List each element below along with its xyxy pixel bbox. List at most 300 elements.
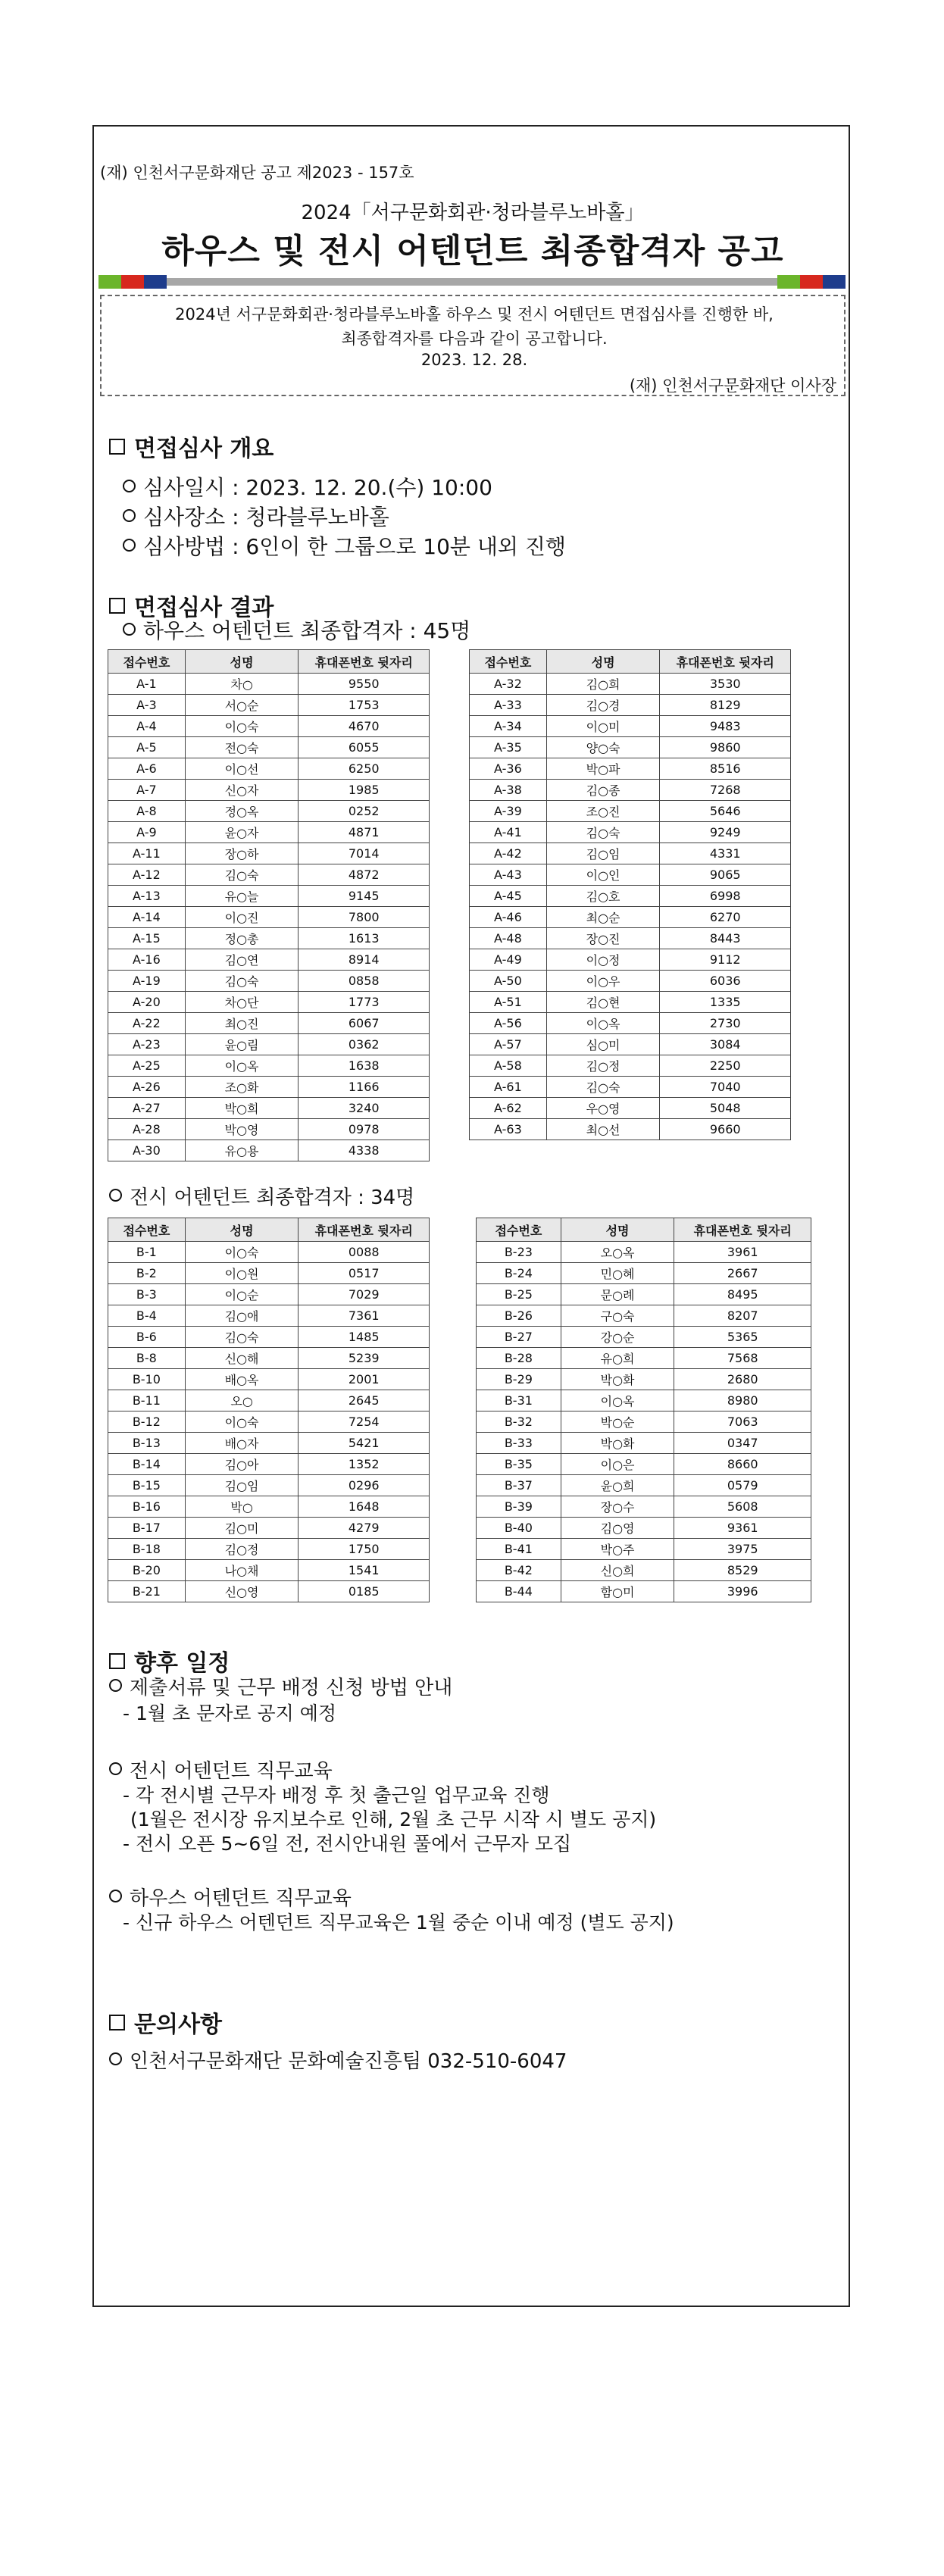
table-row bbox=[477, 1390, 811, 1411]
receipt-number-cell: B-10 bbox=[108, 1369, 186, 1390]
column-header: 휴대폰번호 뒷자리 bbox=[299, 1218, 430, 1242]
table-row bbox=[477, 1411, 811, 1433]
name-cell: 김○임 bbox=[546, 843, 660, 864]
table-row bbox=[477, 1560, 811, 1581]
table-row bbox=[108, 1454, 430, 1475]
table-row bbox=[108, 1077, 430, 1098]
table-row bbox=[470, 907, 791, 928]
table-row bbox=[470, 1098, 791, 1119]
phone-suffix-cell: 8443 bbox=[660, 928, 791, 949]
name-cell: 문○례 bbox=[561, 1284, 674, 1305]
name-cell: 신○영 bbox=[185, 1581, 299, 1602]
circle-bullet-icon bbox=[123, 509, 136, 522]
column-header: 접수번호 bbox=[108, 650, 186, 674]
phone-suffix-cell: 6250 bbox=[299, 758, 430, 780]
phone-suffix-cell: 1638 bbox=[299, 1055, 430, 1077]
name-cell: 나○채 bbox=[185, 1560, 299, 1581]
name-cell: 우○영 bbox=[546, 1098, 660, 1119]
exhibit-results-title: 전시 어텐던트 최종합격자 : 34명 bbox=[109, 1182, 414, 1210]
receipt-number-cell: B-35 bbox=[477, 1454, 561, 1475]
intro-box bbox=[100, 295, 846, 396]
name-cell: 신○해 bbox=[185, 1348, 299, 1369]
divider-gray-line bbox=[98, 278, 846, 286]
name-cell: 이○진 bbox=[185, 907, 299, 928]
phone-suffix-cell: 9660 bbox=[660, 1119, 791, 1140]
phone-suffix-cell: 2645 bbox=[299, 1390, 430, 1411]
name-cell: 이○옥 bbox=[546, 1013, 660, 1034]
square-bullet-icon bbox=[109, 2015, 125, 2030]
receipt-number-cell: B-37 bbox=[477, 1475, 561, 1496]
intro-date: 2023. 12. 28. bbox=[420, 351, 528, 369]
notice-subtitle: 2024「서구문화회관·청라블루노바홀」 bbox=[301, 202, 645, 224]
receipt-number-cell: A-63 bbox=[470, 1119, 547, 1140]
phone-suffix-cell: 7040 bbox=[660, 1077, 791, 1098]
name-cell: 김○연 bbox=[185, 949, 299, 971]
name-cell: 차○단 bbox=[185, 992, 299, 1013]
receipt-number-cell: A-13 bbox=[108, 886, 186, 907]
column-header: 접수번호 bbox=[477, 1218, 561, 1242]
name-cell: 유○늘 bbox=[185, 886, 299, 907]
name-cell: 이○우 bbox=[546, 971, 660, 992]
receipt-number-cell: A-7 bbox=[108, 780, 186, 801]
phone-suffix-cell: 8495 bbox=[674, 1284, 811, 1305]
overview-item: 심사일시 : 2023. 12. 20.(수) 10:00 bbox=[123, 471, 492, 502]
receipt-number-cell: A-58 bbox=[470, 1055, 547, 1077]
name-cell: 김○현 bbox=[546, 992, 660, 1013]
table-row bbox=[108, 674, 430, 695]
receipt-number-cell: B-2 bbox=[108, 1263, 186, 1284]
receipt-number-cell: A-62 bbox=[470, 1098, 547, 1119]
table-row bbox=[108, 971, 430, 992]
phone-suffix-cell: 2667 bbox=[674, 1263, 811, 1284]
table-row bbox=[108, 801, 430, 822]
phone-suffix-cell: 4279 bbox=[299, 1518, 430, 1539]
receipt-number-cell: B-28 bbox=[477, 1348, 561, 1369]
name-cell: 함○미 bbox=[561, 1581, 674, 1602]
receipt-number-cell: B-33 bbox=[477, 1433, 561, 1454]
phone-suffix-cell: 6067 bbox=[299, 1013, 430, 1034]
receipt-number-cell: A-33 bbox=[470, 695, 547, 716]
receipt-number-cell: B-42 bbox=[477, 1560, 561, 1581]
name-cell: 김○아 bbox=[185, 1454, 299, 1475]
table-row bbox=[108, 1284, 430, 1305]
circle-bullet-icon bbox=[123, 623, 136, 636]
name-cell: 오○옥 bbox=[561, 1242, 674, 1263]
page-title: 하우스 및 전시 어텐던트 최종합격자 공고 bbox=[161, 232, 784, 270]
name-cell: 김○미 bbox=[185, 1518, 299, 1539]
table-row bbox=[108, 1581, 430, 1602]
table-row bbox=[108, 1263, 430, 1284]
receipt-number-cell: A-3 bbox=[108, 695, 186, 716]
phone-suffix-cell: 9112 bbox=[660, 949, 791, 971]
table-row bbox=[470, 1119, 791, 1140]
column-header: 접수번호 bbox=[470, 650, 547, 674]
receipt-number-cell: A-22 bbox=[108, 1013, 186, 1034]
table-row bbox=[108, 822, 430, 843]
name-cell: 최○선 bbox=[546, 1119, 660, 1140]
receipt-number-cell: B-39 bbox=[477, 1496, 561, 1518]
table-row bbox=[477, 1369, 811, 1390]
phone-suffix-cell: 2680 bbox=[674, 1369, 811, 1390]
table-row bbox=[108, 1242, 430, 1263]
receipt-number-cell: A-46 bbox=[470, 907, 547, 928]
table-row bbox=[108, 1034, 430, 1055]
intro-signer: (재) 인천서구문화재단 이사장 bbox=[629, 377, 836, 395]
table-row bbox=[477, 1454, 811, 1475]
receipt-number-cell: A-56 bbox=[470, 1013, 547, 1034]
name-cell: 차○ bbox=[185, 674, 299, 695]
phone-suffix-cell: 5048 bbox=[660, 1098, 791, 1119]
overview-item: 심사장소 : 청라블루노바홀 bbox=[123, 501, 389, 531]
phone-suffix-cell: 9065 bbox=[660, 864, 791, 886]
receipt-number-cell: A-12 bbox=[108, 864, 186, 886]
receipt-number-cell: B-13 bbox=[108, 1433, 186, 1454]
schedule-item: 전시 어텐던트 직무교육 bbox=[109, 1755, 333, 1784]
receipt-number-cell: B-16 bbox=[108, 1496, 186, 1518]
name-cell: 이○선 bbox=[185, 758, 299, 780]
phone-suffix-cell: 0252 bbox=[299, 801, 430, 822]
name-cell: 박○파 bbox=[546, 758, 660, 780]
receipt-number-cell: B-15 bbox=[108, 1475, 186, 1496]
table-row bbox=[470, 674, 791, 695]
table-row bbox=[108, 843, 430, 864]
receipt-number-cell: A-6 bbox=[108, 758, 186, 780]
phone-suffix-cell: 3240 bbox=[299, 1098, 430, 1119]
table-row bbox=[470, 822, 791, 843]
phone-suffix-cell: 4670 bbox=[299, 716, 430, 737]
name-cell: 이○숙 bbox=[185, 1411, 299, 1433]
contact-item: 인천서구문화재단 문화예술진흥팀 032-510-6047 bbox=[109, 2046, 567, 2074]
name-cell: 구○숙 bbox=[561, 1305, 674, 1327]
table-row bbox=[108, 1305, 430, 1327]
table-row bbox=[108, 1369, 430, 1390]
column-header: 성명 bbox=[561, 1218, 674, 1242]
name-cell: 김○숙 bbox=[185, 1327, 299, 1348]
schedule-item: 제출서류 및 근무 배정 신청 방법 안내 bbox=[109, 1672, 452, 1700]
name-cell: 김○정 bbox=[546, 1055, 660, 1077]
table-row bbox=[470, 971, 791, 992]
schedule-detail: (1월은 전시장 유지보수로 인해, 2월 초 근무 시작 시 별도 공지) bbox=[130, 1809, 657, 1830]
phone-suffix-cell: 0185 bbox=[299, 1581, 430, 1602]
table-row bbox=[108, 1411, 430, 1433]
name-cell: 조○진 bbox=[546, 801, 660, 822]
receipt-number-cell: B-41 bbox=[477, 1539, 561, 1560]
name-cell: 장○진 bbox=[546, 928, 660, 949]
name-cell: 이○옥 bbox=[185, 1055, 299, 1077]
phone-suffix-cell: 1485 bbox=[299, 1327, 430, 1348]
phone-suffix-cell: 8207 bbox=[674, 1305, 811, 1327]
name-cell: 최○순 bbox=[546, 907, 660, 928]
phone-suffix-cell: 1753 bbox=[299, 695, 430, 716]
table-row bbox=[470, 1034, 791, 1055]
phone-suffix-cell: 1335 bbox=[660, 992, 791, 1013]
phone-suffix-cell: 2250 bbox=[660, 1055, 791, 1077]
receipt-number-cell: A-41 bbox=[470, 822, 547, 843]
receipt-number-cell: B-32 bbox=[477, 1411, 561, 1433]
divider-red-segment bbox=[121, 275, 144, 289]
table-row bbox=[108, 1348, 430, 1369]
name-cell: 이○은 bbox=[561, 1454, 674, 1475]
name-cell: 박○영 bbox=[185, 1119, 299, 1140]
table-row bbox=[108, 928, 430, 949]
receipt-number-cell: A-57 bbox=[470, 1034, 547, 1055]
phone-suffix-cell: 1166 bbox=[299, 1077, 430, 1098]
name-cell: 김○희 bbox=[546, 674, 660, 695]
receipt-number-cell: B-24 bbox=[477, 1263, 561, 1284]
receipt-number-cell: A-28 bbox=[108, 1119, 186, 1140]
divider-red-segment bbox=[800, 275, 823, 289]
column-header: 휴대폰번호 뒷자리 bbox=[299, 650, 430, 674]
column-header: 성명 bbox=[185, 650, 299, 674]
receipt-number-cell: A-43 bbox=[470, 864, 547, 886]
name-cell: 박○ bbox=[185, 1496, 299, 1518]
receipt-number-cell: A-25 bbox=[108, 1055, 186, 1077]
phone-suffix-cell: 0978 bbox=[299, 1119, 430, 1140]
table-row bbox=[477, 1348, 811, 1369]
receipt-number-cell: A-34 bbox=[470, 716, 547, 737]
receipt-number-cell: B-14 bbox=[108, 1454, 186, 1475]
exhibit-results-table-left bbox=[108, 1218, 430, 1602]
phone-suffix-cell: 9550 bbox=[299, 674, 430, 695]
schedule-detail: - 각 전시별 근무자 배정 후 첫 출근일 업무교육 진행 bbox=[123, 1784, 550, 1806]
phone-suffix-cell: 0517 bbox=[299, 1263, 430, 1284]
phone-suffix-cell: 7361 bbox=[299, 1305, 430, 1327]
phone-suffix-cell: 3996 bbox=[674, 1581, 811, 1602]
receipt-number-cell: B-12 bbox=[108, 1411, 186, 1433]
table-row bbox=[477, 1581, 811, 1602]
name-cell: 이○옥 bbox=[561, 1390, 674, 1411]
divider-green-segment bbox=[98, 275, 121, 289]
receipt-number-cell: A-27 bbox=[108, 1098, 186, 1119]
table-row bbox=[108, 1390, 430, 1411]
phone-suffix-cell: 1541 bbox=[299, 1560, 430, 1581]
name-cell: 유○용 bbox=[185, 1140, 299, 1161]
intro-line: 2024년 서구문화회관·청라블루노바홀 하우스 및 전시 어텐던트 면접심사를 진행한 바, bbox=[175, 305, 774, 324]
phone-suffix-cell: 0296 bbox=[299, 1475, 430, 1496]
name-cell: 김○영 bbox=[561, 1518, 674, 1539]
table-row bbox=[470, 695, 791, 716]
schedule-detail: - 신규 하우스 어텐던트 직무교육은 1월 중순 이내 예정 (별도 공지) bbox=[123, 1912, 674, 1934]
table-row bbox=[470, 716, 791, 737]
receipt-number-cell: B-26 bbox=[477, 1305, 561, 1327]
name-cell: 김○숙 bbox=[546, 822, 660, 843]
phone-suffix-cell: 6270 bbox=[660, 907, 791, 928]
table-row bbox=[470, 1077, 791, 1098]
name-cell: 박○화 bbox=[561, 1369, 674, 1390]
table-row bbox=[477, 1327, 811, 1348]
table-row bbox=[470, 780, 791, 801]
circle-bullet-icon bbox=[109, 2052, 122, 2065]
phone-suffix-cell: 4872 bbox=[299, 864, 430, 886]
name-cell: 이○인 bbox=[546, 864, 660, 886]
table-row bbox=[108, 1119, 430, 1140]
phone-suffix-cell: 3961 bbox=[674, 1242, 811, 1263]
receipt-number-cell: A-51 bbox=[470, 992, 547, 1013]
receipt-number-cell: A-11 bbox=[108, 843, 186, 864]
table-row bbox=[477, 1496, 811, 1518]
receipt-number-cell: A-26 bbox=[108, 1077, 186, 1098]
phone-suffix-cell: 9361 bbox=[674, 1518, 811, 1539]
table-row bbox=[470, 758, 791, 780]
receipt-number-cell: A-16 bbox=[108, 949, 186, 971]
phone-suffix-cell: 9145 bbox=[299, 886, 430, 907]
notice-document bbox=[92, 125, 850, 2307]
name-cell: 김○정 bbox=[185, 1539, 299, 1560]
name-cell: 강○순 bbox=[561, 1327, 674, 1348]
phone-suffix-cell: 3530 bbox=[660, 674, 791, 695]
receipt-number-cell: A-5 bbox=[108, 737, 186, 758]
phone-suffix-cell: 5365 bbox=[674, 1327, 811, 1348]
section-heading-results: 면접심사 결과 bbox=[109, 589, 274, 622]
table-row bbox=[470, 864, 791, 886]
name-cell: 최○진 bbox=[185, 1013, 299, 1034]
phone-suffix-cell: 9483 bbox=[660, 716, 791, 737]
title-divider-bar bbox=[98, 275, 846, 289]
exhibit-results-table-right bbox=[476, 1218, 811, 1602]
circle-bullet-icon bbox=[109, 1890, 122, 1902]
overview-item: 심사방법 : 6인이 한 그룹으로 10분 내외 진행 bbox=[123, 530, 566, 561]
name-cell: 김○경 bbox=[546, 695, 660, 716]
name-cell: 이○숙 bbox=[185, 1242, 299, 1263]
circle-bullet-icon bbox=[109, 1679, 122, 1692]
phone-suffix-cell: 4871 bbox=[299, 822, 430, 843]
circle-bullet-icon bbox=[123, 539, 136, 552]
phone-suffix-cell: 3975 bbox=[674, 1539, 811, 1560]
receipt-number-cell: A-38 bbox=[470, 780, 547, 801]
name-cell: 오○ bbox=[185, 1390, 299, 1411]
phone-suffix-cell: 8129 bbox=[660, 695, 791, 716]
name-cell: 양○숙 bbox=[546, 737, 660, 758]
table-row bbox=[470, 1055, 791, 1077]
table-row bbox=[477, 1475, 811, 1496]
table-row bbox=[477, 1305, 811, 1327]
name-cell: 서○순 bbox=[185, 695, 299, 716]
receipt-number-cell: A-39 bbox=[470, 801, 547, 822]
table-row bbox=[477, 1539, 811, 1560]
receipt-number-cell: A-1 bbox=[108, 674, 186, 695]
table-row bbox=[470, 886, 791, 907]
table-row bbox=[108, 1327, 430, 1348]
table-row bbox=[470, 801, 791, 822]
phone-suffix-cell: 5646 bbox=[660, 801, 791, 822]
table-row bbox=[470, 949, 791, 971]
phone-suffix-cell: 5239 bbox=[299, 1348, 430, 1369]
phone-suffix-cell: 6036 bbox=[660, 971, 791, 992]
phone-suffix-cell: 4338 bbox=[299, 1140, 430, 1161]
receipt-number-cell: A-48 bbox=[470, 928, 547, 949]
column-header: 휴대폰번호 뒷자리 bbox=[674, 1218, 811, 1242]
name-cell: 김○숙 bbox=[546, 1077, 660, 1098]
table-row bbox=[470, 992, 791, 1013]
phone-suffix-cell: 4331 bbox=[660, 843, 791, 864]
receipt-number-cell: B-44 bbox=[477, 1581, 561, 1602]
table-row bbox=[477, 1263, 811, 1284]
receipt-number-cell: A-23 bbox=[108, 1034, 186, 1055]
intro-line: 최종합격자를 다음과 같이 공고합니다. bbox=[341, 330, 608, 348]
receipt-number-cell: B-27 bbox=[477, 1327, 561, 1348]
name-cell: 윤○림 bbox=[185, 1034, 299, 1055]
phone-suffix-cell: 7268 bbox=[660, 780, 791, 801]
house-results-title: 하우스 어텐던트 최종합격자 : 45명 bbox=[123, 614, 470, 645]
name-cell: 이○미 bbox=[546, 716, 660, 737]
phone-suffix-cell: 5608 bbox=[674, 1496, 811, 1518]
phone-suffix-cell: 2001 bbox=[299, 1369, 430, 1390]
receipt-number-cell: A-32 bbox=[470, 674, 547, 695]
receipt-number-cell: A-30 bbox=[108, 1140, 186, 1161]
name-cell: 김○종 bbox=[546, 780, 660, 801]
table-row bbox=[108, 780, 430, 801]
house-results-table-left bbox=[108, 649, 430, 1161]
divider-blue-segment bbox=[823, 275, 846, 289]
receipt-number-cell: B-20 bbox=[108, 1560, 186, 1581]
receipt-number-cell: A-61 bbox=[470, 1077, 547, 1098]
name-cell: 김○숙 bbox=[185, 864, 299, 886]
name-cell: 박○순 bbox=[561, 1411, 674, 1433]
name-cell: 이○원 bbox=[185, 1263, 299, 1284]
name-cell: 정○총 bbox=[185, 928, 299, 949]
phone-suffix-cell: 9249 bbox=[660, 822, 791, 843]
table-row bbox=[108, 1055, 430, 1077]
section-heading-contact: 문의사항 bbox=[109, 2005, 222, 2039]
receipt-number-cell: B-8 bbox=[108, 1348, 186, 1369]
phone-suffix-cell: 3084 bbox=[660, 1034, 791, 1055]
phone-suffix-cell: 9860 bbox=[660, 737, 791, 758]
schedule-detail: - 1월 초 문자로 공지 예정 bbox=[123, 1702, 337, 1724]
name-cell: 조○화 bbox=[185, 1077, 299, 1098]
phone-suffix-cell: 7063 bbox=[674, 1411, 811, 1433]
phone-suffix-cell: 1352 bbox=[299, 1454, 430, 1475]
name-cell: 장○수 bbox=[561, 1496, 674, 1518]
receipt-number-cell: A-42 bbox=[470, 843, 547, 864]
circle-bullet-icon bbox=[123, 480, 136, 492]
receipt-number-cell: B-23 bbox=[477, 1242, 561, 1263]
table-row bbox=[108, 864, 430, 886]
phone-suffix-cell: 0362 bbox=[299, 1034, 430, 1055]
phone-suffix-cell: 1985 bbox=[299, 780, 430, 801]
name-cell: 윤○자 bbox=[185, 822, 299, 843]
receipt-number-cell: B-1 bbox=[108, 1242, 186, 1263]
receipt-number-cell: A-8 bbox=[108, 801, 186, 822]
table-row bbox=[108, 737, 430, 758]
schedule-detail: - 전시 오픈 5~6일 전, 전시안내원 풀에서 근무자 모집 bbox=[123, 1833, 572, 1855]
name-cell: 배○자 bbox=[185, 1433, 299, 1454]
name-cell: 박○화 bbox=[561, 1433, 674, 1454]
receipt-number-cell: A-20 bbox=[108, 992, 186, 1013]
table-row bbox=[108, 1013, 430, 1034]
divider-green-segment bbox=[777, 275, 800, 289]
table-row bbox=[108, 949, 430, 971]
phone-suffix-cell: 8660 bbox=[674, 1454, 811, 1475]
receipt-number-cell: A-36 bbox=[470, 758, 547, 780]
receipt-number-cell: A-19 bbox=[108, 971, 186, 992]
receipt-number-cell: B-4 bbox=[108, 1305, 186, 1327]
phone-suffix-cell: 6055 bbox=[299, 737, 430, 758]
receipt-number-cell: A-14 bbox=[108, 907, 186, 928]
phone-suffix-cell: 5421 bbox=[299, 1433, 430, 1454]
name-cell: 배○옥 bbox=[185, 1369, 299, 1390]
name-cell: 김○호 bbox=[546, 886, 660, 907]
square-bullet-icon bbox=[109, 598, 125, 614]
name-cell: 윤○희 bbox=[561, 1475, 674, 1496]
name-cell: 유○희 bbox=[561, 1348, 674, 1369]
receipt-number-cell: B-17 bbox=[108, 1518, 186, 1539]
phone-suffix-cell: 8980 bbox=[674, 1390, 811, 1411]
receipt-number-cell: B-29 bbox=[477, 1369, 561, 1390]
table-row bbox=[108, 1140, 430, 1161]
phone-suffix-cell: 0088 bbox=[299, 1242, 430, 1263]
table-row bbox=[470, 843, 791, 864]
table-row bbox=[108, 1560, 430, 1581]
